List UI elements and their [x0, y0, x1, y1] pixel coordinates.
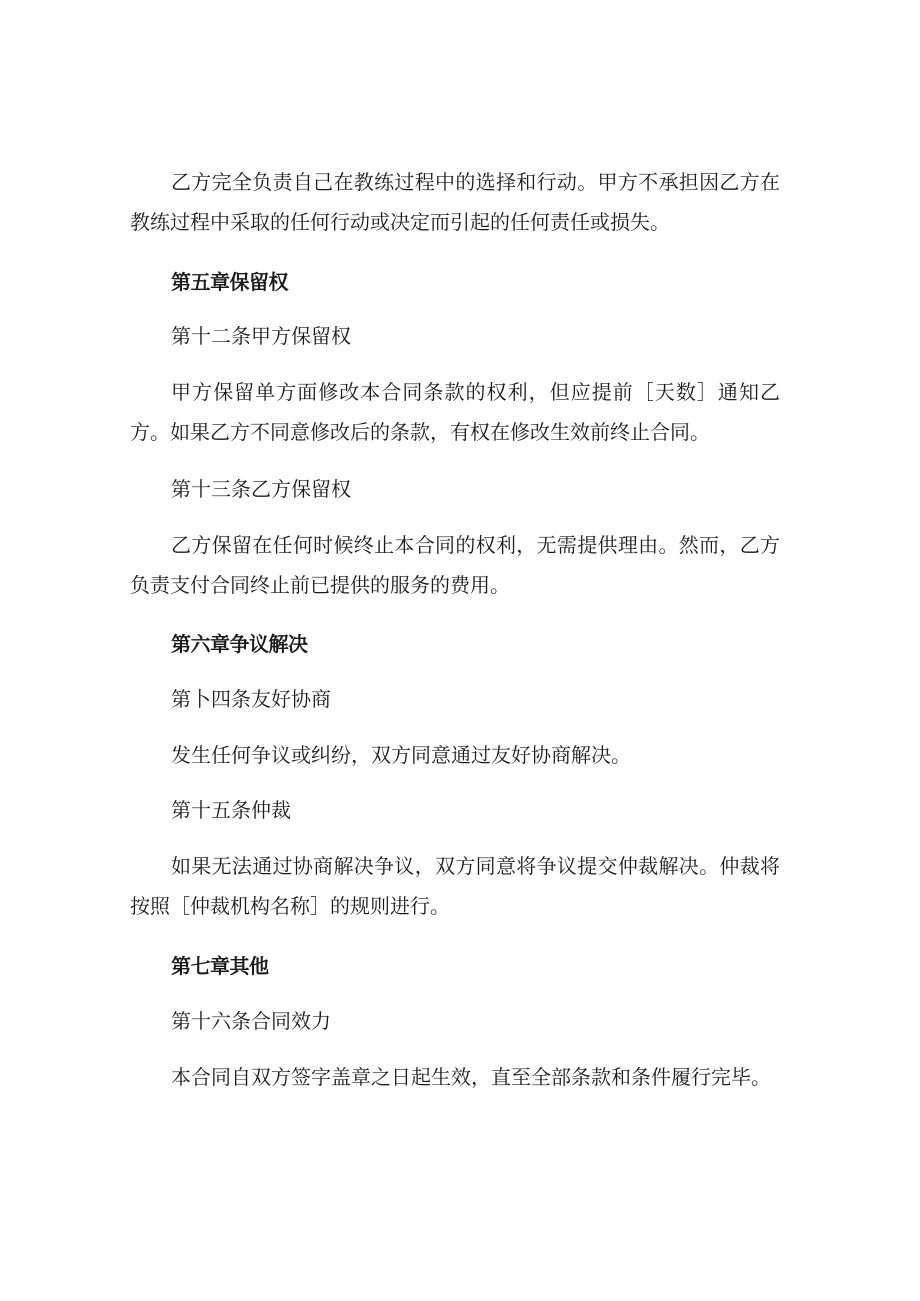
chapter-7-heading: 第七章其他 — [171, 954, 269, 978]
article-15-heading: 第十五条仲裁 — [171, 798, 291, 822]
article-12-text: 甲方保留单方面修改本合同条款的权利，但应提前［天数］通知乙方。如果乙方不同意修改后的条款，有权在修改生效前终止合同。 — [130, 380, 780, 444]
chapter-6-heading: 第六章争议解决 — [171, 632, 308, 656]
chapter-5-heading: 第五章保留权 — [171, 270, 288, 294]
article-14-text: 发生任何争议或纠纷，双方同意通过友好协商解决。 — [171, 743, 631, 767]
article-13-text: 乙方保留在任何时候终止本合同的权利，无需提供理由。然而，乙方负责支付合同终止前已提供的服务的费用。 — [130, 533, 780, 597]
article-12-heading: 第十二条甲方保留权 — [171, 324, 351, 348]
article-16-text: 本合同自双方签字盖章之日起生效，直至全部条款和条件履行完毕。 — [171, 1065, 771, 1089]
article-16-heading: 第十六条合同效力 — [171, 1009, 331, 1033]
article-14-heading: 第卜四条友好协商 — [171, 687, 331, 711]
article-13-heading: 第十三条乙方保留权 — [171, 477, 351, 501]
paragraph-intro: 乙方完全负责自己在教练过程中的选择和行动。甲方不承担因乙方在教练过程中采取的任何行动或决定而引起的任何责任或损失。 — [130, 170, 780, 234]
article-15-text: 如果无法通过协商解决争议，双方同意将争议提交仲裁解决。仲裁将按照［仲裁机构名称］的规则进行。 — [130, 854, 780, 918]
